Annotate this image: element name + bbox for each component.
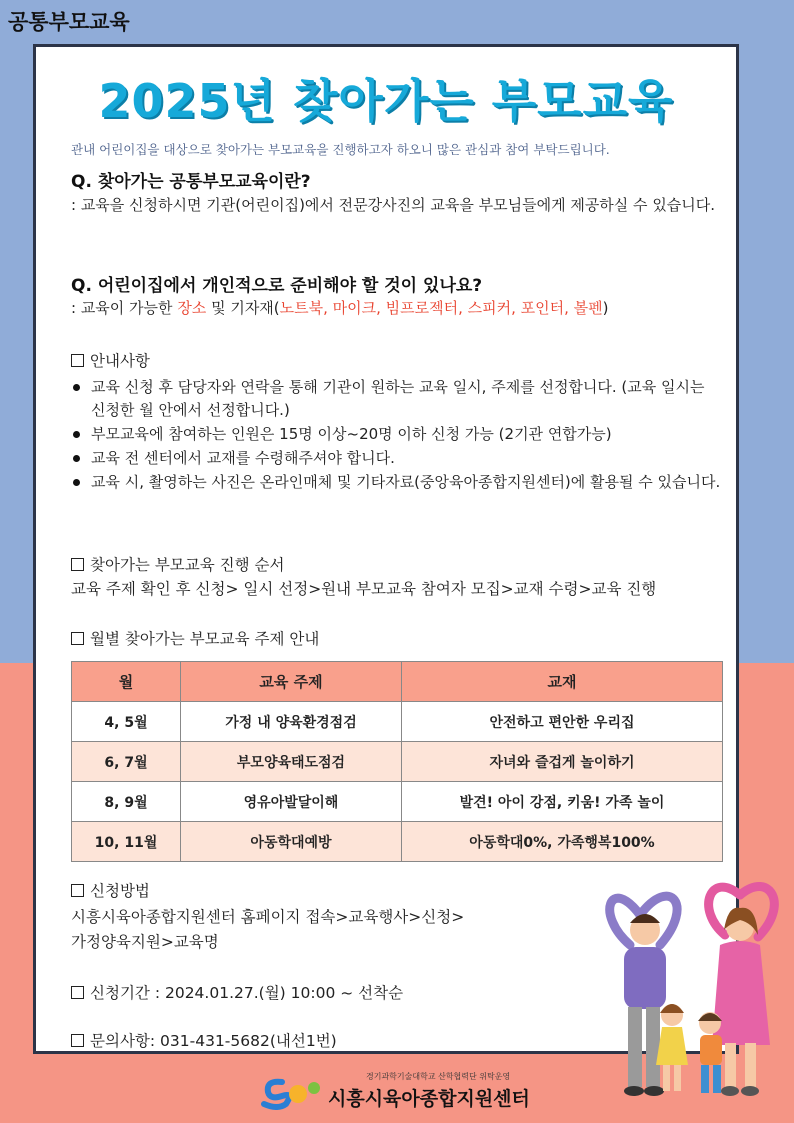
q2-answer-suffix: ) (602, 299, 609, 317)
cell-month: 10, 11월 (72, 822, 181, 862)
contact-info (71, 1029, 337, 1051)
notice-item-text: 부모교육에 참여하는 인원은 15명 이상~20명 이하 신청 가능 (2기관 연합가능) (91, 425, 612, 443)
checkbox-square-icon (71, 632, 84, 645)
footer-logo (260, 1070, 550, 1114)
q2-answer-place: 장소 (177, 299, 207, 317)
table-row (72, 702, 723, 742)
notice-item (71, 423, 721, 446)
flyer-title: 2025년 찾아가는 부모교육 (98, 74, 674, 128)
intro-text: 관내 어린이집을 대상으로 찾아가는 부모교육을 진행하고자 하오니 많은 관심과 참여 부탁드립니다. (71, 142, 610, 157)
table-row (72, 822, 723, 862)
q2-answer-mid: 및 기자재( (206, 299, 280, 317)
notice-item (71, 376, 721, 422)
footer-operator: 경기과학기술대학교 산학협력단 위탁운영 (366, 1072, 511, 1081)
top-label: 공통부모교육 (8, 10, 130, 34)
cell-month: 4, 5월 (72, 702, 181, 742)
center-logo-icon (260, 1074, 322, 1110)
cell-topic: 영유아발달이해 (181, 782, 402, 822)
bullet-icon (73, 479, 80, 486)
cell-material: 안전하고 편안한 우리집 (402, 702, 723, 742)
q2-answer (71, 296, 721, 320)
apply-period-label: 신청기간 : 2024.01.27.(월) 10:00 ~ 선착순 (90, 984, 404, 1002)
cell-material: 아동학대0%, 가족행복100% (402, 822, 723, 862)
checkbox-square-icon (71, 986, 84, 999)
notice-item (71, 471, 721, 494)
column-header-topic: 교육 주제 (181, 662, 402, 702)
cell-topic: 가정 내 양육환경점검 (181, 702, 402, 742)
table-row (72, 742, 723, 782)
cell-topic: 부모양육태도점검 (181, 742, 402, 782)
notice-item-text: 교육 전 센터에서 교재를 수령해주셔야 합니다. (91, 449, 395, 467)
q1-question: Q. 찾아가는 공통부모교육이란? (71, 172, 311, 192)
apply-line-2: 가정양육지원>교육명 (71, 933, 219, 951)
bullet-icon (73, 431, 80, 438)
cell-material: 자녀와 즐겁게 놀이하기 (402, 742, 723, 782)
notice-item-text: 교육 신청 후 담당자와 연락을 통해 기관이 원하는 교육 일시, 주제를 선정합니다. (교육 일시는 신청한 월 안에서 선정합니다.) (91, 378, 705, 419)
apply-heading-label: 신청방법 (90, 882, 150, 900)
process-text: 교육 주제 확인 후 신청> 일시 선정>원내 부모교육 참여자 모집>교재 수령>교육 진행 (71, 580, 657, 598)
family-illustration (600, 875, 790, 1105)
q2-answer-equipment: 노트북, 마이크, 빔프로젝터, 스피커, 포인터, 볼펜 (279, 299, 603, 317)
apply-period (71, 981, 403, 1003)
column-header-material: 교재 (402, 662, 723, 702)
q2-question: Q. 어린이집에서 개인적으로 준비해야 할 것이 있나요? (71, 276, 483, 296)
checkbox-square-icon (71, 884, 84, 897)
checkbox-square-icon (71, 354, 84, 367)
apply-line-1: 시흥시육아종합지원센터 홈페이지 접속>교육행사>신청> (71, 908, 465, 926)
notice-heading (71, 349, 150, 371)
monthly-heading-label: 월별 찾아가는 부모교육 주제 안내 (90, 630, 320, 648)
checkbox-square-icon (71, 1034, 84, 1047)
cell-material: 발견! 아이 강점, 키움! 가족 놀이 (402, 782, 723, 822)
checkbox-square-icon (71, 558, 84, 571)
notice-heading-label: 안내사항 (90, 352, 150, 370)
bullet-icon (73, 384, 80, 391)
bullet-icon (73, 455, 80, 462)
process-heading-label: 찾아가는 부모교육 진행 순서 (90, 556, 285, 574)
table-row (72, 782, 723, 822)
contact-info-label: 문의사항: 031-431-5682(내선1번) (90, 1032, 337, 1050)
q2-answer-prefix: : 교육이 가능한 (71, 299, 178, 317)
notice-item-text: 교육 시, 촬영하는 사진은 온라인매체 및 기타자료(중앙육아종합지원센터)에 활용될 수 있습니다. (91, 473, 721, 491)
notice-item (71, 447, 721, 470)
q1-answer: : 교육을 신청하시면 기관(어린이집)에서 전문강사진의 교육을 부모님들에게 제공하실 수 있습니다. (71, 196, 716, 214)
apply-heading (71, 879, 150, 901)
cell-topic: 아동학대예방 (181, 822, 402, 862)
table-header-row (72, 662, 723, 702)
cell-month: 8, 9월 (72, 782, 181, 822)
notice-list (71, 376, 721, 495)
footer-center-name: 시흥시육아종합지원센터 (328, 1088, 530, 1110)
monthly-heading (71, 627, 319, 649)
cell-month: 6, 7월 (72, 742, 181, 782)
monthly-topics-table (71, 661, 723, 862)
process-heading (71, 553, 284, 575)
column-header-month: 월 (72, 662, 181, 702)
apply-method-text (71, 905, 521, 955)
